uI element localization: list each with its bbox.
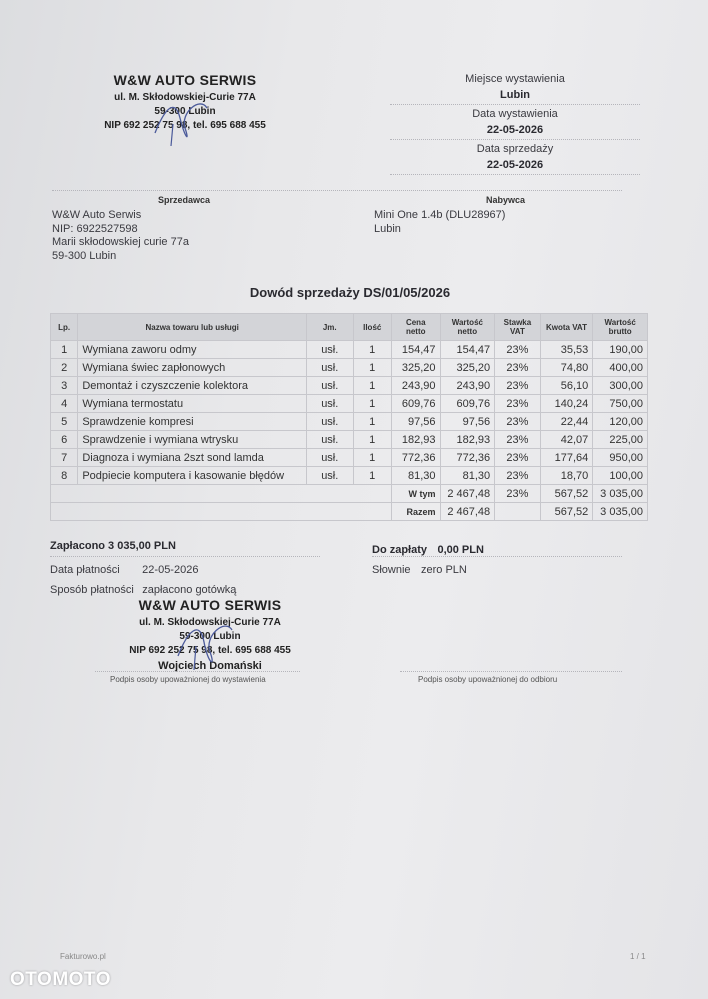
item-vat-rate: 23%: [495, 377, 541, 395]
seller-heading: Sprzedawca: [158, 195, 211, 205]
wtym-rate: 23%: [495, 485, 541, 503]
item-name: Podpiecie komputera i kasowanie błędów: [78, 467, 307, 485]
item-name: Sprawdzenie i wymiana wtrysku: [78, 431, 307, 449]
item-vat-amount: 56,10: [540, 377, 593, 395]
to-pay-value: 0,00 PLN: [437, 544, 484, 556]
item-net-value: 609,76: [440, 395, 495, 413]
item-net-price: 182,93: [391, 431, 440, 449]
seller-line: Marii skłodowskiej curie 77a: [52, 236, 189, 248]
item-qty: 1: [353, 431, 391, 449]
item-net-value: 182,93: [440, 431, 495, 449]
item-lp: 8: [51, 467, 78, 485]
item-vat-rate: 23%: [495, 449, 541, 467]
stamp-address: ul. M. Skłodowskiej-Curie 77A: [114, 92, 256, 103]
table-row: [51, 359, 648, 377]
item-vat-amount: 140,24: [540, 395, 593, 413]
item-vat-amount: 177,64: [540, 449, 593, 467]
payment-method-label: Sposób płatności: [50, 584, 134, 596]
payment-method-value: zapłacono gotówką: [142, 584, 237, 596]
signer-name: Wojciech Domański: [158, 660, 262, 672]
issue-meta: [430, 73, 600, 175]
item-qty: 1: [353, 341, 391, 359]
buyer-details: [374, 209, 505, 236]
issue-date-label: Data wystawienia: [472, 108, 558, 120]
item-unit: usł.: [306, 467, 353, 485]
place-value: Lubin: [500, 89, 530, 101]
item-gross-value: 750,00: [593, 395, 648, 413]
footer-source: Fakturowo.pl: [60, 952, 106, 961]
item-unit: usł.: [306, 395, 353, 413]
razem-net: 2 467,48: [440, 503, 495, 521]
total-wtym-row: [51, 485, 648, 503]
item-lp: 4: [51, 395, 78, 413]
item-unit: usł.: [306, 377, 353, 395]
item-unit: usł.: [306, 341, 353, 359]
item-unit: usł.: [306, 413, 353, 431]
stamp-nip: NIP 692 252 75 98, tel. 695 688 455: [129, 645, 291, 656]
paid-amount: Zapłacono 3 035,00 PLN: [50, 540, 176, 552]
table-row: [51, 467, 648, 485]
sale-date-label: Data sprzedaży: [476, 143, 554, 155]
item-net-price: 81,30: [391, 467, 440, 485]
payment-method: [50, 580, 236, 598]
table-row: [51, 395, 648, 413]
item-net-price: 243,90: [391, 377, 440, 395]
item-name: Wymiana świec zapłonowych: [78, 359, 307, 377]
payment-date-label: Data płatności: [50, 564, 120, 576]
item-net-value: 81,30: [440, 467, 495, 485]
stamp-company-name: W&W AUTO SERWIS: [113, 72, 257, 88]
stamp-address: ul. M. Skłodowskiej-Curie 77A: [139, 617, 281, 628]
item-net-price: 772,36: [391, 449, 440, 467]
issuer-signature-caption: Podpis osoby upoważnionej do wystawienia: [110, 675, 266, 684]
item-lp: 7: [51, 449, 78, 467]
item-gross-value: 300,00: [593, 377, 648, 395]
table-header-row: [51, 314, 648, 341]
buyer-heading: Nabywca: [486, 195, 526, 205]
item-gross-value: 190,00: [593, 341, 648, 359]
seller-line: NIP: 6922527598: [52, 222, 138, 235]
razem-label: Razem: [391, 503, 440, 521]
item-vat-amount: 35,53: [540, 341, 593, 359]
wtym-net: 2 467,48: [440, 485, 495, 503]
item-vat-rate: 23%: [495, 413, 541, 431]
seller-line: W&W Auto Serwis: [52, 209, 142, 221]
item-qty: 1: [353, 377, 391, 395]
item-gross-value: 100,00: [593, 467, 648, 485]
table-row: [51, 413, 648, 431]
to-pay-label: Do zapłaty: [372, 544, 428, 556]
item-gross-value: 400,00: [593, 359, 648, 377]
item-unit: usł.: [306, 359, 353, 377]
item-net-price: 97,56: [391, 413, 440, 431]
razem-vat: 567,52: [540, 503, 593, 521]
table-row: [51, 449, 648, 467]
total-razem-row: [51, 503, 648, 521]
item-vat-amount: 22,44: [540, 413, 593, 431]
table-row: [51, 377, 648, 395]
handwritten-signature-bottom: [170, 612, 240, 674]
payment-date-value: 22-05-2026: [142, 564, 199, 576]
col-header-net-price: Cena netto: [391, 314, 440, 341]
party-divider: [52, 190, 622, 191]
receiver-signature-caption: Podpis osoby upoważnionej do odbioru: [418, 675, 558, 684]
item-vat-rate: 23%: [495, 431, 541, 449]
issue-date-value: 22-05-2026: [486, 124, 544, 136]
place-label: Miejsce wystawienia: [465, 73, 565, 85]
document-title: Dowód sprzedaży DS/01/05/2026: [249, 285, 451, 300]
item-vat-rate: 23%: [495, 467, 541, 485]
stamp-company-name: W&W AUTO SERWIS: [138, 597, 282, 613]
col-header-vat-amount: Kwota VAT: [540, 314, 593, 341]
item-name: Wymiana termostatu: [78, 395, 307, 413]
table-row: [51, 431, 648, 449]
item-lp: 6: [51, 431, 78, 449]
item-qty: 1: [353, 467, 391, 485]
item-net-value: 325,20: [440, 359, 495, 377]
item-qty: 1: [353, 449, 391, 467]
seller-line: 59-300 Lubin: [52, 249, 117, 262]
amount-in-words: [372, 560, 467, 578]
item-vat-amount: 42,07: [540, 431, 593, 449]
item-lp: 1: [51, 341, 78, 359]
item-net-value: 772,36: [440, 449, 495, 467]
col-header-lp: Lp.: [51, 314, 78, 341]
item-lp: 3: [51, 377, 78, 395]
sale-date-value: 22-05-2026: [486, 159, 544, 171]
buyer-line: Lubin: [374, 222, 401, 235]
wtym-gross: 3 035,00: [593, 485, 648, 503]
items-table: [50, 313, 648, 521]
item-net-price: 325,20: [391, 359, 440, 377]
item-lp: 2: [51, 359, 78, 377]
item-net-value: 154,47: [440, 341, 495, 359]
stamp-city: 59-300 Lubin: [179, 631, 241, 642]
item-gross-value: 120,00: [593, 413, 648, 431]
item-qty: 1: [353, 395, 391, 413]
item-vat-rate: 23%: [495, 359, 541, 377]
handwritten-signature-top: [145, 88, 215, 150]
col-header-gross-value: Wartość brutto: [593, 314, 648, 341]
words-value: zero PLN: [420, 564, 467, 576]
col-header-vat-rate: Stawka VAT: [495, 314, 541, 341]
wtym-vat: 567,52: [540, 485, 593, 503]
wtym-label: W tym: [391, 485, 440, 503]
item-lp: 5: [51, 413, 78, 431]
col-header-qty: Ilość: [353, 314, 391, 341]
razem-rate: [495, 503, 541, 521]
words-label: Słownie: [372, 564, 411, 576]
table-row: [51, 341, 648, 359]
item-gross-value: 950,00: [593, 449, 648, 467]
otomoto-watermark: OTOMOTO: [10, 969, 111, 990]
item-qty: 1: [353, 413, 391, 431]
item-vat-amount: 18,70: [540, 467, 593, 485]
item-net-price: 154,47: [391, 341, 440, 359]
item-vat-rate: 23%: [495, 395, 541, 413]
item-unit: usł.: [306, 431, 353, 449]
stamp-city: 59-300 Lubin: [154, 106, 216, 117]
item-vat-amount: 74,80: [540, 359, 593, 377]
col-header-net-value: Wartość netto: [440, 314, 495, 341]
item-gross-value: 225,00: [593, 431, 648, 449]
item-net-value: 243,90: [440, 377, 495, 395]
col-header-unit: Jm.: [306, 314, 353, 341]
footer-page-number: 1 / 1: [630, 952, 646, 961]
item-net-value: 97,56: [440, 413, 495, 431]
seller-details: [52, 209, 189, 263]
item-net-price: 609,76: [391, 395, 440, 413]
item-name: Diagnoza i wymiana 2szt sond lamda: [78, 449, 307, 467]
buyer-line: Mini One 1.4b (DLU28967): [374, 209, 506, 221]
col-header-name: Nazwa towaru lub usługi: [78, 314, 307, 341]
item-qty: 1: [353, 359, 391, 377]
item-name: Wymiana zaworu odmy: [78, 341, 307, 359]
item-vat-rate: 23%: [495, 341, 541, 359]
item-name: Demontaż i czyszczenie kolektora: [78, 377, 307, 395]
razem-gross: 3 035,00: [593, 503, 648, 521]
item-name: Sprawdzenie kompresi: [78, 413, 307, 431]
item-unit: usł.: [306, 449, 353, 467]
payment-date: [50, 560, 198, 578]
stamp-nip: NIP 692 252 75 98, tel. 695 688 455: [104, 120, 266, 131]
